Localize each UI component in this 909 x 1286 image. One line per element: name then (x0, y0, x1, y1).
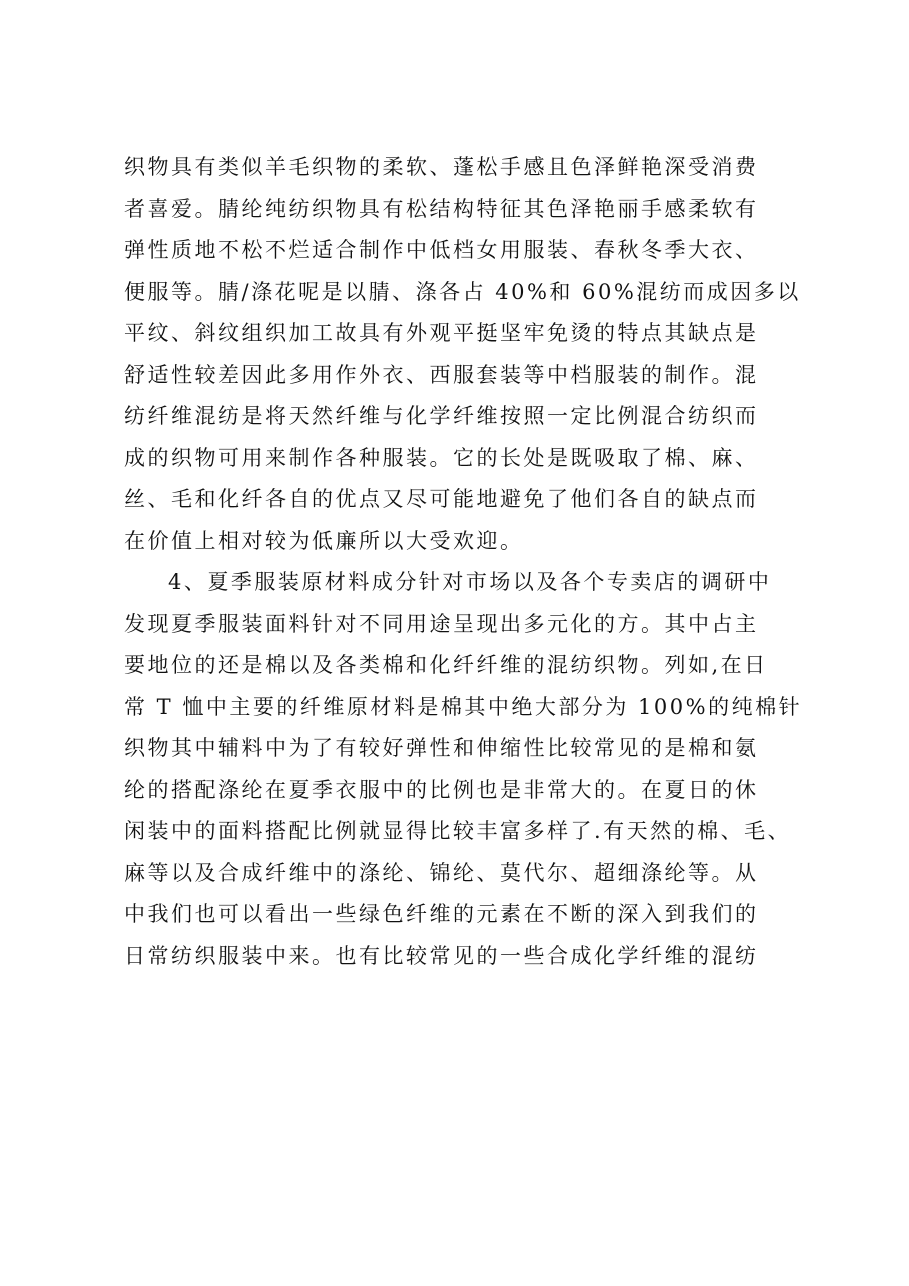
text-line: 丝、毛和化纤各自的优点又尽可能地避免了他们各自的缺点而 (124, 487, 759, 511)
text-line: 日常纺织服装中来。也有比较常见的一些合成化学纤维的混纺 (124, 943, 759, 968)
text-line: 成的织物可用来制作各种服装。它的长处是既吸取了棉、麻、 (124, 445, 759, 470)
text-line: 在价值上相对较为低廉所以大受欢迎。 (124, 528, 524, 553)
text-line: 要地位的还是棉以及各类棉和化纤纤维的混纺织物。列如,在日 (124, 653, 768, 677)
paragraph-2 (124, 562, 804, 977)
text-line: 常 T 恤中主要的纤维原材料是棉其中绝大部分为 100%的纯棉针 (124, 694, 803, 719)
text-line: 4、夏季服装原材料成分针对市场以及各个专卖店的调研中 (168, 570, 772, 594)
text-line: 织物其中辅料中为了有较好弹性和伸缩性比较常见的是棉和氨 (124, 736, 759, 760)
document-body (124, 147, 804, 977)
text-line: 者喜爱。腈纶纯纺织物具有松结构特征其色泽艳丽手感柔软有 (124, 196, 759, 221)
text-line: 闲装中的面料搭配比例就显得比较丰富多样了.有天然的棉、毛、 (124, 819, 792, 843)
text-line: 麻等以及合成纤维中的涤纶、锦纶、莫代尔、超细涤纶等。从 (124, 860, 759, 885)
text-line: 便服等。腈/涤花呢是以腈、涤各占 40%和 60%混纺而成因多以 (124, 279, 801, 304)
text-line: 中我们也可以看出一些绿色纤维的元素在不断的深入到我们的 (124, 902, 759, 926)
text-line: 纺纤维混纺是将天然纤维与化学纤维按照一定比例混合纺织而 (124, 404, 759, 428)
text-line: 纶的搭配涤纶在夏季衣服中的比例也是非常大的。在夏日的休 (124, 777, 759, 802)
text-line: 弹性质地不松不烂适合制作中低档女用服装、春秋冬季大衣、 (124, 238, 759, 262)
text-line: 平纹、斜纹组织加工故具有外观平挺坚牢免烫的特点其缺点是 (124, 321, 759, 345)
paragraph-1 (124, 147, 804, 562)
text-line: 发现夏季服装面料针对不同用途呈现出多元化的方。其中占主 (124, 611, 759, 636)
text-line: 舒适性较差因此多用作外衣、西服套装等中档服装的制作。混 (124, 362, 759, 387)
text-line: 织物具有类似羊毛织物的柔软、蓬松手感且色泽鲜艳深受消费 (124, 155, 759, 179)
